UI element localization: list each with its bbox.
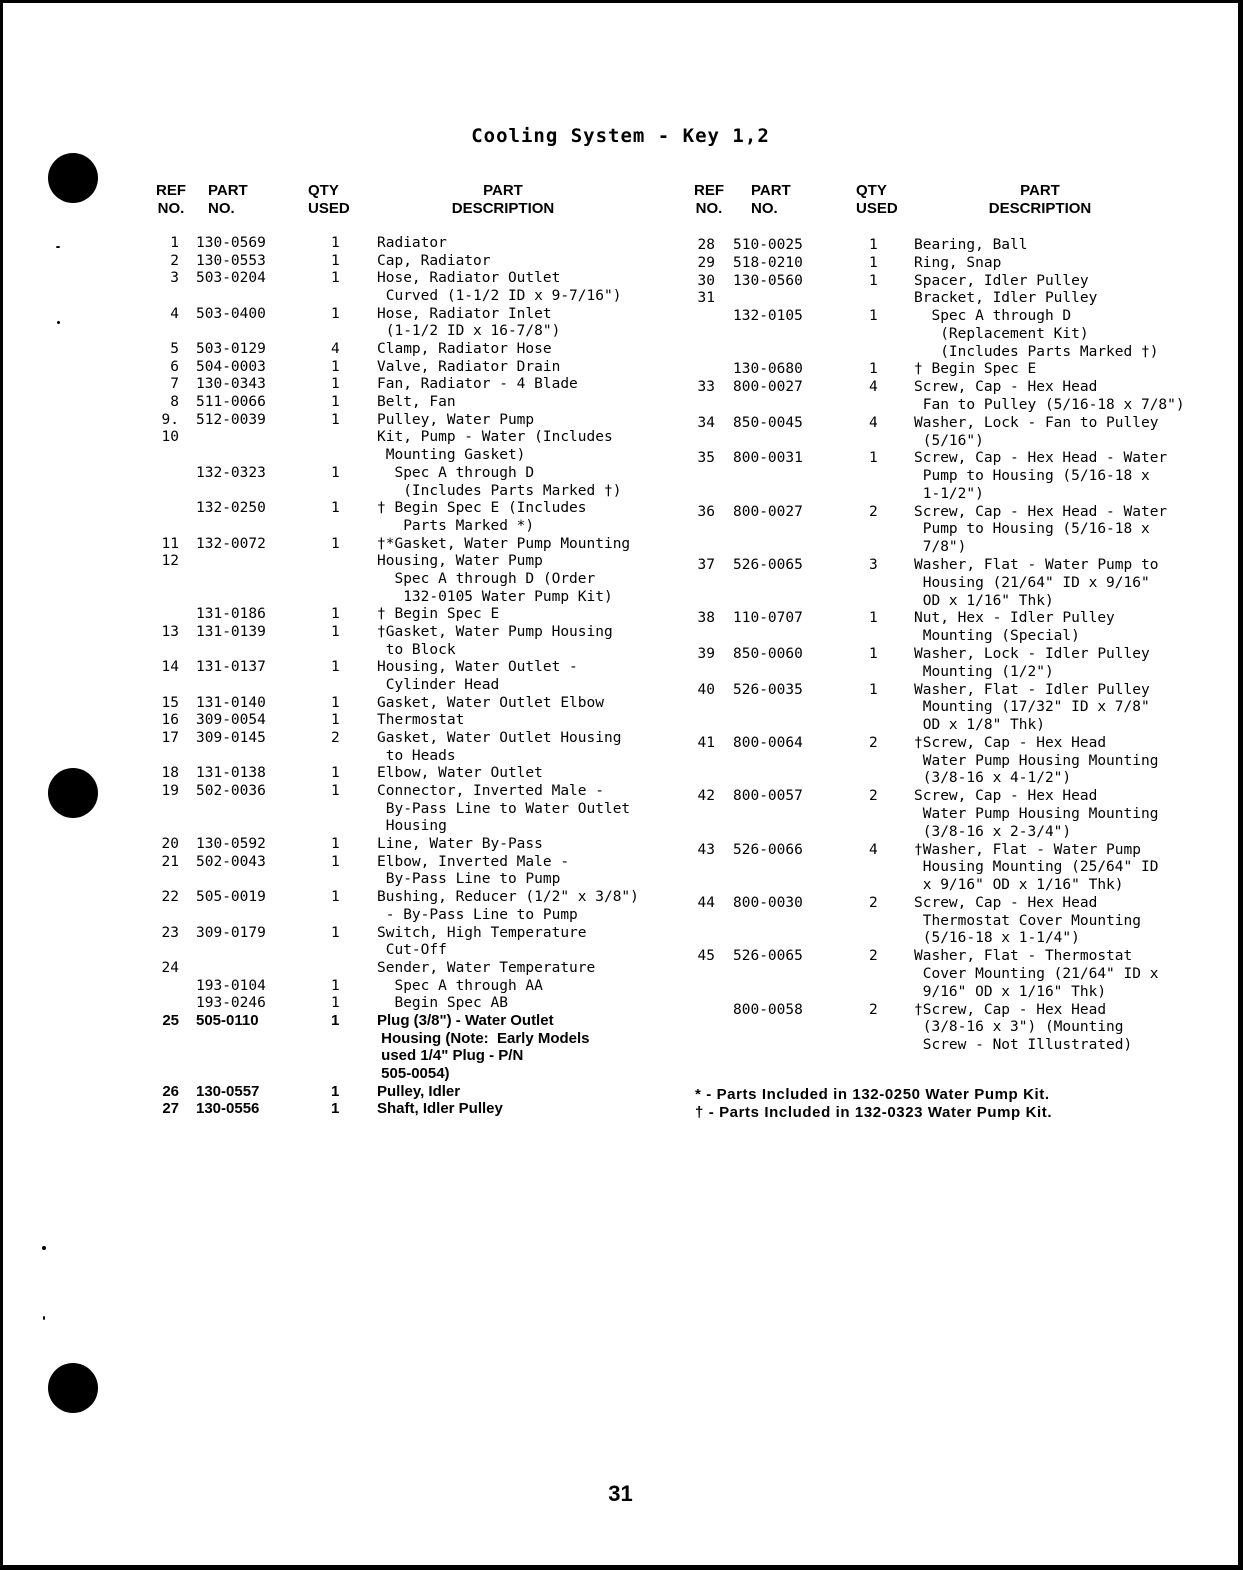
description-cell: Screw, Cap - Hex Head - Water [914, 503, 1168, 520]
description-cell: Spec A through D [377, 464, 535, 481]
description-cell: Housing (21/64" ID x 9/16" [914, 574, 1150, 591]
part-number-cell: 131-0140 [196, 694, 266, 711]
ref-cell: 21 [161, 853, 179, 870]
description-cell: Parts Marked *) [377, 517, 535, 534]
ref-cell: 15 [161, 694, 179, 711]
description-cell: Clamp, Radiator Hose [377, 341, 552, 358]
ref-cell: 13 [161, 623, 179, 640]
description-cell: (Replacement Kit) [914, 325, 1089, 342]
ref-cell: 11 [161, 535, 179, 552]
header-part-description [960, 182, 1120, 218]
part-number-cell: 503-0204 [196, 270, 266, 287]
description-cell: Water Pump Housing Mounting [914, 752, 1159, 769]
description-cell: (3/8-16 x 3") (Mounting [914, 1019, 1124, 1036]
description-cell: Curved (1-1/2 ID x 9-7/16") [377, 288, 622, 305]
part-number-cell: 800-0031 [733, 450, 803, 467]
description-cell: (5/16") [914, 432, 984, 449]
quantity-cell: 1 [331, 252, 340, 269]
description-cell: 1-1/2") [914, 485, 984, 502]
description-cell: Screw, Cap - Hex Head [914, 894, 1098, 911]
part-number-cell: 131-0186 [196, 606, 266, 623]
ref-cell: 14 [161, 659, 179, 676]
part-number-cell: 800-0064 [733, 734, 803, 751]
part-number-cell: 130-0553 [196, 252, 266, 269]
description-cell: x 9/16" OD x 1/16" Thk) [914, 877, 1124, 894]
description-cell: Belt, Fan [377, 394, 456, 411]
part-number-cell: 130-0560 [733, 272, 803, 289]
part-number-cell: 526-0065 [733, 557, 803, 574]
part-number-cell: 193-0246 [196, 995, 266, 1012]
header-part-no [208, 182, 256, 218]
quantity-cell: 1 [331, 1100, 340, 1118]
header-no-label: NO. [208, 200, 235, 217]
ref-cell: 45 [697, 948, 715, 965]
header-no-label: NO. [695, 200, 723, 217]
part-number-cell: 132-0323 [196, 464, 266, 481]
quantity-cell: 1 [331, 712, 340, 729]
description-cell: Spec A through D (Order [377, 570, 596, 587]
header-part-label: PART [208, 182, 248, 199]
description-cell: Bearing, Ball [914, 237, 1028, 253]
description-cell: used 1/4" Plug - P/N [377, 1047, 524, 1065]
ref-cell: 22 [161, 889, 179, 906]
header-no-label: NO. [157, 200, 185, 217]
scan-speck [43, 1316, 45, 1320]
description-cell: Washer, Flat - Water Pump to [914, 557, 1159, 574]
part-number-cell: 526-0066 [733, 841, 803, 858]
description-cell: By-Pass Line to Water Outlet [377, 800, 631, 817]
description-cell: Screw - Not Illustrated) [914, 1037, 1133, 1054]
quantity-cell: 2 [869, 1001, 878, 1018]
description-cell: 132-0105 Water Pump Kit) [377, 588, 613, 605]
ref-cell: 35 [697, 450, 715, 467]
description-cell: Water Pump Housing Mounting [914, 805, 1159, 822]
description-cell: Connector, Inverted Male - [377, 783, 604, 800]
description-cell: (3/8-16 x 4-1/2") [914, 770, 1072, 787]
ref-cell: 25 [162, 1011, 179, 1029]
description-cell: Shaft, Idler Pulley [377, 1100, 503, 1118]
binder-hole-bottom [48, 1363, 98, 1413]
header-description-label: DESCRIPTION [988, 200, 1092, 217]
ref-cell: 20 [161, 836, 179, 853]
quantity-cell: 1 [869, 645, 878, 662]
quantity-cell: 1 [331, 376, 340, 393]
quantity-cell: 2 [869, 894, 878, 911]
description-cell: Mounting (17/32" ID x 7/8" [914, 699, 1150, 716]
description-cell: Kit, Pump - Water (Includes [377, 429, 613, 446]
header-part-label: PART [483, 182, 523, 199]
description-cell: Cover Mounting (21/64" ID x [914, 965, 1159, 982]
part-number-cell: 526-0065 [733, 948, 803, 965]
part-number-cell: 130-0569 [196, 235, 266, 251]
part-number-cell: 131-0138 [196, 765, 266, 782]
quantity-cell: 1 [331, 464, 340, 481]
quantity-cell: 1 [331, 836, 340, 853]
header-qty-label: QTY [856, 182, 887, 199]
ref-cell: 16 [161, 712, 179, 729]
ref-cell: 41 [697, 734, 715, 751]
quantity-cell: 1 [331, 270, 340, 287]
description-cell: to Block [377, 641, 456, 658]
part-number-cell: 510-0025 [733, 237, 803, 253]
header-ref-no [151, 182, 191, 218]
ref-cell: 7 [170, 376, 179, 393]
description-cell: Screw, Cap - Hex Head [914, 379, 1098, 396]
description-cell: By-Pass Line to Pump [377, 871, 561, 888]
ref-cell: 4 [170, 305, 179, 322]
ref-cell: 2 [170, 252, 179, 269]
quantity-cell: 1 [869, 681, 878, 698]
header-description-label: DESCRIPTION [451, 200, 555, 217]
description-cell: Bracket, Idler Pulley [914, 290, 1098, 307]
description-cell: Housing (Note: Early Models [377, 1029, 590, 1047]
ref-cell: 29 [697, 254, 715, 271]
part-number-cell: 193-0104 [196, 977, 266, 994]
description-cell: Begin Spec AB [377, 995, 508, 1012]
description-cell: Hose, Radiator Outlet [377, 270, 561, 287]
quantity-cell: 1 [331, 659, 340, 676]
description-cell: Plug (3/8") - Water Outlet [377, 1011, 554, 1029]
description-cell: † Begin Spec E [377, 606, 500, 623]
description-cell: Mounting (Special) [914, 628, 1080, 645]
header-ref-label: REF [694, 182, 724, 199]
quantity-cell: 1 [869, 610, 878, 627]
quantity-cell: 4 [869, 414, 878, 431]
ref-cell: 43 [697, 841, 715, 858]
header-ref-label: REF [156, 182, 186, 199]
part-number-cell: 130-0343 [196, 376, 266, 393]
ref-cell: 28 [697, 237, 715, 253]
ref-cell: 39 [697, 645, 715, 662]
description-cell: Cylinder Head [377, 677, 500, 693]
part-number-cell: 309-0179 [196, 924, 266, 941]
part-number-cell: 504-0003 [196, 358, 266, 375]
header-used-label: USED [856, 200, 898, 217]
part-number-cell: 131-0137 [196, 659, 266, 676]
quantity-cell: 4 [331, 341, 340, 358]
header-part-label: PART [751, 182, 791, 199]
quantity-cell: 4 [869, 379, 878, 396]
part-number-cell: 130-0680 [733, 361, 803, 378]
description-cell: Pump to Housing (5/16-18 x [914, 521, 1150, 538]
description-cell: Cap, Radiator [377, 252, 491, 269]
ref-cell: 19 [161, 783, 179, 800]
ref-cell: 34 [697, 414, 715, 431]
description-cell: †Gasket, Water Pump Housing [377, 623, 613, 640]
description-cell: Ring, Snap [914, 254, 1002, 271]
quantity-cell: 3 [869, 557, 878, 574]
part-number-cell: 518-0210 [733, 254, 803, 271]
description-cell: Elbow, Water Outlet [377, 765, 543, 782]
description-cell: - By-Pass Line to Pump [377, 906, 578, 923]
header-part-no [751, 182, 799, 218]
header-qty-label: QTY [308, 182, 339, 199]
quantity-cell: 1 [331, 394, 340, 411]
quantity-cell: 1 [331, 500, 340, 517]
description-cell: Nut, Hex - Idler Pulley [914, 610, 1115, 627]
description-cell: Fan, Radiator - 4 Blade [377, 376, 578, 393]
quantity-cell: 1 [331, 977, 340, 994]
part-number-cell: 132-0250 [196, 500, 266, 517]
binder-hole-top [48, 153, 98, 203]
part-number-cell: 132-0072 [196, 535, 266, 552]
header-qty-used [308, 182, 368, 218]
description-cell: Housing Mounting (25/64" ID [914, 859, 1159, 876]
part-number-cell: 505-0019 [196, 889, 266, 906]
description-cell: Line, Water By-Pass [377, 836, 543, 853]
description-cell: Washer, Flat - Thermostat [914, 948, 1133, 965]
part-number-cell: 800-0027 [733, 503, 803, 520]
part-number-cell: 526-0035 [733, 681, 803, 698]
part-number-cell: 800-0030 [733, 894, 803, 911]
part-number-cell: 130-0557 [196, 1082, 260, 1100]
page-number: 31 [608, 1481, 633, 1506]
description-cell: Housing, Water Pump [377, 553, 543, 570]
description-cell: Switch, High Temperature [377, 924, 587, 941]
header-used-label: USED [308, 200, 350, 217]
part-number-cell: 130-0592 [196, 836, 266, 853]
description-cell: †*Gasket, Water Pump Mounting [377, 535, 631, 552]
ref-cell: 31 [697, 290, 715, 307]
description-cell: Spec A through D [914, 308, 1072, 325]
description-cell: (Includes Parts Marked †) [377, 482, 622, 499]
scan-speck [42, 1246, 46, 1250]
quantity-cell: 1 [331, 535, 340, 552]
page-title: Cooling System - Key 1,2 [471, 125, 770, 147]
description-cell: Gasket, Water Outlet Housing [377, 730, 622, 747]
part-number-cell: 503-0129 [196, 341, 266, 358]
ref-cell: 23 [161, 924, 179, 941]
footnote-asterisk: * - Parts Included in 132-0250 Water Pump Kit. [695, 1086, 1050, 1103]
quantity-cell: 1 [331, 889, 340, 906]
description-cell: Pulley, Idler [377, 1082, 461, 1100]
part-number-cell: 511-0066 [196, 394, 266, 411]
part-number-cell: 502-0036 [196, 783, 266, 800]
header-no-label: NO. [751, 200, 778, 217]
ref-cell: 24 [161, 959, 179, 976]
quantity-cell: 1 [331, 853, 340, 870]
quantity-cell: 1 [331, 995, 340, 1012]
description-cell: †Screw, Cap - Hex Head [914, 734, 1107, 751]
description-cell: Pulley, Water Pump [377, 411, 535, 428]
ref-cell: 18 [161, 765, 179, 782]
description-cell: Fan to Pulley (5/16-18 x 7/8") [914, 397, 1185, 414]
description-cell: Mounting Gasket) [377, 447, 526, 464]
header-part-description [423, 182, 583, 218]
quantity-cell: 1 [331, 694, 340, 711]
quantity-cell: 1 [331, 411, 340, 428]
description-cell: (5/16-18 x 1-1/4") [914, 930, 1080, 947]
quantity-cell: 1 [331, 358, 340, 375]
quantity-cell: 1 [331, 765, 340, 782]
part-number-cell: 309-0054 [196, 712, 266, 729]
ref-cell: 3 [170, 270, 179, 287]
description-cell: Spec A through AA [377, 977, 543, 994]
description-cell: Mounting (1/2") [914, 663, 1054, 680]
ref-cell: 9. [161, 411, 179, 428]
ref-cell: 38 [697, 610, 715, 627]
description-cell: Radiator [377, 235, 447, 251]
quantity-cell: 2 [869, 788, 878, 805]
part-number-cell: 800-0058 [733, 1001, 803, 1018]
quantity-cell: 1 [331, 305, 340, 322]
description-cell: †Screw, Cap - Hex Head [914, 1001, 1107, 1018]
part-number-cell: 502-0043 [196, 853, 266, 870]
header-part-label: PART [1020, 182, 1060, 199]
part-number-cell: 110-0707 [733, 610, 803, 627]
part-number-cell: 850-0045 [733, 414, 803, 431]
quantity-cell: 1 [869, 450, 878, 467]
scan-speck [57, 321, 60, 324]
description-cell: Washer, Lock - Idler Pulley [914, 645, 1150, 662]
description-cell: † Begin Spec E [914, 361, 1037, 378]
description-cell: Sender, Water Temperature [377, 959, 596, 976]
part-number-cell: 503-0400 [196, 305, 266, 322]
description-cell: 9/16" OD x 1/16" Thk) [914, 983, 1107, 1000]
footnote-dagger: † - Parts Included in 132-0323 Water Pump Kit. [695, 1104, 1053, 1121]
part-number-cell: 131-0139 [196, 623, 266, 640]
description-cell: OD x 1/16" Thk) [914, 592, 1054, 609]
ref-cell: 30 [697, 272, 715, 289]
ref-cell: 26 [162, 1082, 179, 1100]
quantity-cell: 1 [331, 235, 340, 251]
description-cell: Screw, Cap - Hex Head - Water [914, 450, 1168, 467]
description-cell: (1-1/2 ID x 16-7/8") [377, 323, 561, 340]
part-number-cell: 512-0039 [196, 411, 266, 428]
description-cell: Bushing, Reducer (1/2" x 3/8") [377, 889, 639, 906]
description-cell: Washer, Lock - Fan to Pulley [914, 414, 1159, 431]
ref-cell: 8 [170, 394, 179, 411]
quantity-cell: 1 [869, 308, 878, 325]
part-number-cell: 800-0057 [733, 788, 803, 805]
description-cell: Thermostat Cover Mounting [914, 912, 1141, 929]
description-cell: Spacer, Idler Pulley [914, 272, 1089, 289]
description-cell: 505-0054) [377, 1064, 450, 1082]
quantity-cell: 2 [869, 503, 878, 520]
quantity-cell: 1 [869, 361, 878, 378]
description-cell: Washer, Flat - Idler Pulley [914, 681, 1150, 698]
ref-cell: 17 [161, 730, 179, 747]
ref-cell: 44 [697, 894, 715, 911]
binder-hole-middle [48, 768, 98, 818]
ref-cell: 12 [161, 553, 179, 570]
description-cell: to Heads [377, 747, 456, 764]
header-ref-no [689, 182, 729, 218]
ref-cell: 27 [162, 1100, 179, 1118]
ref-cell: 42 [697, 788, 715, 805]
header-qty-used [856, 182, 916, 218]
description-cell: Thermostat [377, 712, 465, 729]
description-cell: OD x 1/8" Thk) [914, 717, 1045, 734]
description-cell: Gasket, Water Outlet Elbow [377, 694, 604, 711]
quantity-cell: 1 [869, 254, 878, 271]
description-cell: † Begin Spec E (Includes [377, 500, 587, 517]
ref-cell: 6 [170, 358, 179, 375]
description-cell: Screw, Cap - Hex Head [914, 788, 1098, 805]
description-cell: Elbow, Inverted Male - [377, 853, 570, 870]
ref-cell: 37 [697, 557, 715, 574]
part-number-cell: 800-0027 [733, 379, 803, 396]
quantity-cell: 2 [331, 730, 340, 747]
description-cell: Cut-Off [377, 942, 447, 959]
description-cell: 7/8") [914, 539, 967, 556]
quantity-cell: 2 [869, 948, 878, 965]
description-cell: Hose, Radiator Inlet [377, 305, 552, 322]
part-number-cell: 130-0556 [196, 1100, 260, 1118]
ref-cell: 5 [170, 341, 179, 358]
part-number-cell: 505-0110 [196, 1011, 259, 1029]
ref-cell: 33 [697, 379, 715, 396]
ref-cell: 40 [697, 681, 715, 698]
quantity-cell: 1 [331, 924, 340, 941]
quantity-cell: 1 [869, 272, 878, 289]
description-cell: Valve, Radiator Drain [377, 358, 561, 375]
quantity-cell: 1 [331, 623, 340, 640]
part-number-cell: 850-0060 [733, 645, 803, 662]
description-cell: Housing, Water Outlet - [377, 659, 578, 676]
description-cell: (Includes Parts Marked †) [914, 343, 1159, 360]
quantity-cell: 1 [331, 783, 340, 800]
quantity-cell: 1 [869, 237, 878, 253]
ref-cell: 36 [697, 503, 715, 520]
part-number-cell: 309-0145 [196, 730, 266, 747]
quantity-cell: 1 [331, 1011, 340, 1029]
quantity-cell: 4 [869, 841, 878, 858]
quantity-cell: 1 [331, 606, 340, 623]
description-cell: †Washer, Flat - Water Pump [914, 841, 1141, 858]
ref-cell: 10 [161, 429, 179, 446]
part-number-cell: 132-0105 [733, 308, 803, 325]
scan-speck [56, 246, 60, 248]
description-cell: (3/8-16 x 2-3/4") [914, 823, 1072, 840]
description-cell: Housing [377, 818, 447, 835]
quantity-cell: 2 [869, 734, 878, 751]
description-cell: Pump to Housing (5/16-18 x [914, 468, 1150, 485]
ref-cell: 1 [170, 235, 179, 251]
quantity-cell: 1 [331, 1082, 340, 1100]
